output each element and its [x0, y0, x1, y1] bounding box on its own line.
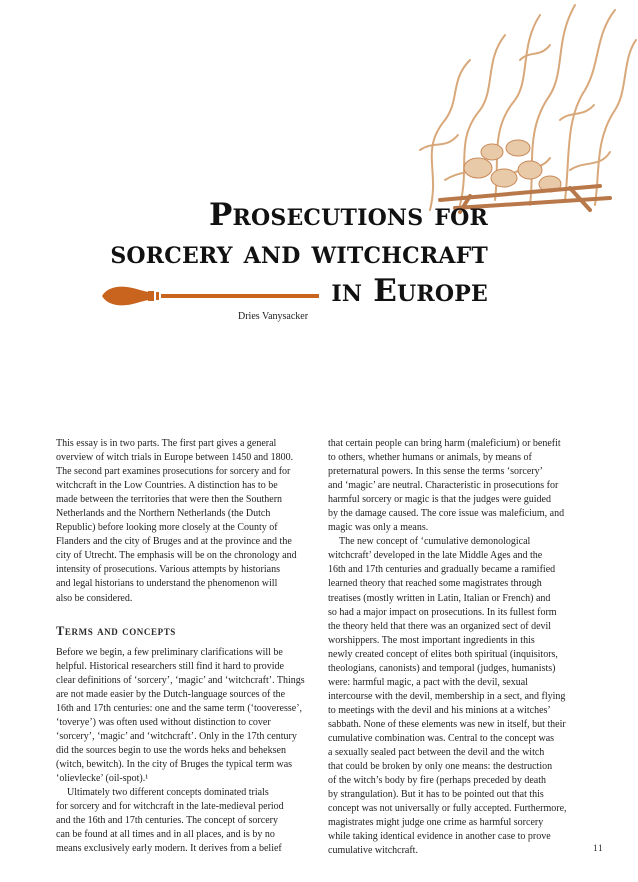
text-line: preternatural powers. In this sense the terms ‘sorcery’	[328, 466, 543, 478]
author-name: Dries Vanysacker	[238, 311, 309, 322]
text-line: 16th and 17th centuries: one and the same term (‘tooveresse’,	[56, 702, 303, 714]
text-line: the theory held that there was an organized sect of devil	[328, 620, 552, 632]
text-line: worshippers. The most important ingredients in this	[328, 634, 535, 646]
section-heading: Terms and concepts	[56, 623, 176, 638]
text-line: Before we begin, a few preliminary clarifications will be	[56, 646, 283, 658]
text-line: of the witch’s body by fire (perhaps preceded by death	[328, 775, 546, 787]
text-line: Netherlands and the Northern Netherlands (the Dutch	[56, 508, 271, 520]
sorcery-paragraph	[328, 437, 600, 535]
fire-illustration	[400, 0, 638, 212]
text-line: theologians, canonists) and temporal (judges, humanists)	[328, 662, 556, 674]
text-line: helpful. Historical researchers still find it hard to provide	[56, 660, 284, 672]
text-line: ‘toverye’) was often used without distinction to cover	[56, 716, 271, 728]
text-line: Ultimately two different concepts dominated trials	[67, 787, 269, 799]
text-line: and legal historians to understand the phenomenon will	[56, 578, 278, 590]
text-line: concept was not universally or fully accepted. Furthermore,	[328, 803, 567, 815]
text-line: overview of witch trials in Europe between 1450 and 1800.	[56, 452, 294, 464]
text-line: did the sources begin to use the words heks and beheksen	[56, 744, 286, 756]
text-line: city of Utrecht. The emphasis will be on the chronology and	[56, 550, 297, 562]
witchcraft-paragraph	[328, 535, 600, 858]
intro-paragraph	[56, 437, 328, 606]
text-line: and ‘magic’ are neutral. Characteristic in prosecutions for	[328, 480, 559, 492]
text-line: (witch, bewitch). In the city of Bruges the typical term was	[56, 758, 293, 770]
text-line: Flanders and the city of Bruges and at the province and the	[56, 536, 292, 548]
text-line: magistrates might judge one crime as harmful sorcery	[328, 817, 544, 829]
text-line: are not made easier by the Dutch-language sources of the	[56, 688, 286, 700]
left-column	[56, 437, 328, 855]
text-line: while taking identical evidence in another case to prove	[328, 831, 551, 843]
text-line: witchcraft in the Low Countries. A distinction has to be	[56, 480, 278, 492]
text-line: cumulative witchcraft.	[328, 845, 418, 857]
text-line: sabbath. None of these elements was new in itself, but their	[328, 718, 566, 730]
text-line: so had a major impact on prosecutions. In its fullest form	[328, 606, 557, 618]
text-line: Republic) before looking more closely at the County of	[56, 522, 278, 534]
text-line: treatises (mostly written in Latin, Italian or French) and	[328, 592, 551, 604]
text-line: to meetings with the devil and his minions at a witches’	[328, 704, 551, 716]
broom-icon	[100, 282, 320, 310]
text-line: means exclusively early modern. It derives from a belief	[56, 843, 282, 855]
text-line: made between the territories that were then the Southern	[56, 494, 283, 506]
title-line-2: sorcery and witchcraft	[110, 235, 488, 271]
concepts-paragraph	[56, 786, 328, 856]
text-line: 16th and 17th centuries and gradually became a ramified	[328, 564, 556, 576]
text-line: The second part examines prosecutions for sorcery and for	[56, 466, 291, 478]
text-line: ‘sorcery’, ‘magic’ and ‘witchcraft’. Only in the 17th century	[56, 730, 297, 742]
text-line: newly created concept of elites both spiritual (inquisitors,	[328, 648, 558, 660]
text-line: intensity of prosecutions. Various attempts by historians	[56, 564, 280, 576]
text-line: harmful sorcery or magic is that the judges were guided	[328, 494, 551, 506]
text-line: for sorcery and for witchcraft in the late-medieval period	[56, 801, 284, 813]
text-line: to others, whether humans or animals, by means of	[328, 452, 532, 464]
text-line: were: harmful magic, a pact with the devil, sexual	[328, 676, 528, 688]
text-line: magic was only a means.	[328, 522, 429, 534]
text-line: learned theory that reached some magistrates through	[328, 578, 542, 590]
text-line: that certain people can bring harm (maleficium) or benefit	[328, 438, 561, 449]
section-paragraph	[56, 646, 328, 786]
title-line-1: Prosecutions for	[209, 197, 488, 233]
text-line: and the 16th and 17th centuries. The concept of sorcery	[56, 815, 278, 827]
text-line: The new concept of ‘cumulative demonological	[339, 536, 531, 548]
text-line: that could be broken by only one means: the destruction	[328, 761, 553, 773]
text-line: also be considered.	[56, 592, 133, 604]
text-line: a sexually sealed pact between the devil and the witch	[328, 747, 545, 759]
text-line: ‘olievlecke’ (oil-spot).¹	[56, 772, 149, 784]
text-line: intercourse with the devil, membership in a sect, and flying	[328, 690, 566, 702]
text-line: by the damage caused. The core issue was maleficium, and	[328, 508, 565, 520]
title-line-3: in Europe	[331, 273, 488, 309]
text-line: cumulative combination was. Central to the concept was	[328, 732, 555, 744]
text-line: can be found at all times and in all places, and is by no	[56, 829, 275, 841]
text-line: clear definitions of ‘sorcery’, ‘magic’ and ‘witchcraft’. Things	[56, 674, 305, 686]
text-line: by strangulation). But it has to be pointed out that this	[328, 789, 544, 801]
text-line: witchcraft’ developed in the late Middle Ages and the	[328, 550, 543, 562]
page-number: 11	[593, 843, 604, 853]
text-line: This essay is in two parts. The first part gives a general	[56, 438, 277, 449]
